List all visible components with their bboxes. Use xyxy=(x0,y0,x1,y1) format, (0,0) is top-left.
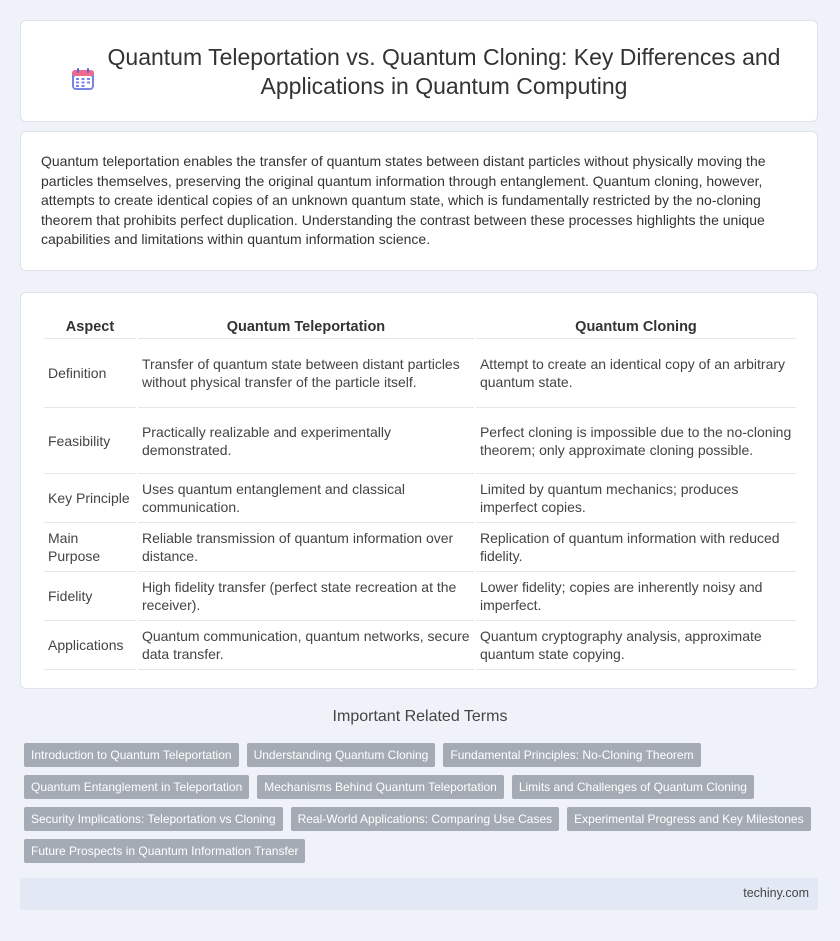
page-title: Quantum Teleportation vs. Quantum Cloning: Key Differences and Applications in Quantum Computing xyxy=(107,44,781,99)
intro-card xyxy=(20,131,818,271)
related-term-tag[interactable]: Understanding Quantum Cloning xyxy=(247,743,436,767)
table-cell: Practically realizable and experimentally demonstrated. xyxy=(138,408,474,474)
intro-paragraph: Quantum teleportation enables the transfer of quantum states between distant particles without physically moving the particles themselves, preserving the original quantum information through entanglement. Quantum cloning, however, attempts to create identical copies of an unknown quantum state, which is fundamentally restricted by the no-cloning theorem that prohibits perfect duplication. Understanding the contrast between these processes highlights the unique capabilities and limitations within quantum information science. xyxy=(41,153,766,248)
site-name[interactable]: techiny.com xyxy=(743,886,809,900)
related-terms-list xyxy=(24,743,824,863)
table-row xyxy=(44,339,796,408)
footer-bar xyxy=(20,878,818,910)
related-term-tag[interactable]: Real-World Applications: Comparing Use Cases xyxy=(291,807,560,831)
related-term-tag[interactable]: Fundamental Principles: No-Cloning Theorem xyxy=(443,743,700,767)
related-term-tag[interactable]: Introduction to Quantum Teleportation xyxy=(24,743,239,767)
table-cell: Fidelity xyxy=(44,572,136,621)
table-cell: Quantum cryptography analysis, approximate quantum state copying. xyxy=(476,621,796,670)
table-cell: Limited by quantum mechanics; produces imperfect copies. xyxy=(476,474,796,523)
table-cell: Applications xyxy=(44,621,136,670)
table-cell: Uses quantum entanglement and classical communication. xyxy=(138,474,474,523)
related-term-tag[interactable]: Mechanisms Behind Quantum Teleportation xyxy=(257,775,504,799)
column-header: Quantum Cloning xyxy=(476,315,796,339)
table-cell: High fidelity transfer (perfect state recreation at the receiver). xyxy=(138,572,474,621)
table-header-row xyxy=(44,315,796,339)
table-cell: Definition xyxy=(44,339,136,408)
related-term-tag[interactable]: Quantum Entanglement in Teleportation xyxy=(24,775,249,799)
comparison-table xyxy=(42,315,798,670)
table-cell: Perfect cloning is impossible due to the no-cloning theorem; only approximate cloning possible. xyxy=(476,408,796,474)
table-cell: Main Purpose xyxy=(44,523,136,572)
column-header: Quantum Teleportation xyxy=(138,315,474,339)
table-cell: Transfer of quantum state between distant particles without physical transfer of the particle itself. xyxy=(138,339,474,408)
table-cell: Replication of quantum information with reduced fidelity. xyxy=(476,523,796,572)
table-cell: Feasibility xyxy=(44,408,136,474)
table-cell: Reliable transmission of quantum information over distance. xyxy=(138,523,474,572)
related-term-tag[interactable]: Security Implications: Teleportation vs Cloning xyxy=(24,807,283,831)
related-terms-heading: Important Related Terms xyxy=(332,708,508,725)
column-header: Aspect xyxy=(44,315,136,339)
table-cell: Key Principle xyxy=(44,474,136,523)
table-row xyxy=(44,408,796,474)
table-cell: Lower fidelity; copies are inherently noisy and imperfect. xyxy=(476,572,796,621)
title-card xyxy=(20,20,818,122)
related-term-tag[interactable]: Limits and Challenges of Quantum Cloning xyxy=(512,775,754,799)
related-term-tag[interactable]: Experimental Progress and Key Milestones xyxy=(567,807,810,831)
table-row xyxy=(44,474,796,523)
table-row xyxy=(44,523,796,572)
table-cell: Attempt to create an identical copy of an arbitrary quantum state. xyxy=(476,339,796,408)
table-cell: Quantum communication, quantum networks, secure data transfer. xyxy=(138,621,474,670)
comparison-card xyxy=(20,292,818,689)
table-row xyxy=(44,621,796,670)
table-row xyxy=(44,572,796,621)
related-term-tag[interactable]: Future Prospects in Quantum Information Transfer xyxy=(24,839,305,863)
